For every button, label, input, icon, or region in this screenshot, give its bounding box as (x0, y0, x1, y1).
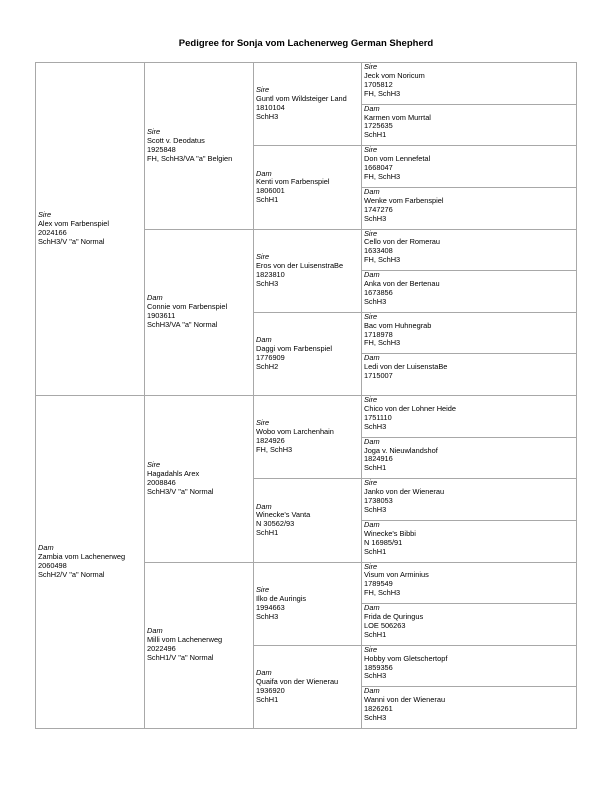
dog-reg: 1823810 (256, 269, 285, 279)
dog-role: Dam (256, 168, 272, 178)
pedigree-cell-sire (35, 62, 145, 396)
dog-reg: 1824916 (364, 454, 393, 464)
dog-role: Sire (147, 459, 161, 469)
dog-role: Sire (256, 418, 270, 428)
dog-reg: 1810104 (256, 103, 285, 113)
dog-titles: FH, SchH3/VA "a" Belgien (147, 153, 233, 163)
dog-titles: SchH1/V "a" Normal (147, 653, 214, 663)
pedigree-cell-dam-sire-dam (253, 478, 362, 562)
dog-role: Sire (364, 228, 378, 238)
dog-name: Janko von der Wienerau (364, 487, 445, 497)
dog-reg: 2024166 (38, 228, 67, 237)
dog-titles: SchH1 (364, 130, 387, 140)
dog-titles: SchH1 (256, 528, 279, 538)
dog-name: Hobby vom Gletschertopf (364, 653, 448, 663)
dog-titles: SchH1 (364, 546, 387, 556)
dog-titles: SchH2 (256, 361, 279, 371)
dog-name: Wobo vom Larchenhain (256, 427, 334, 437)
dog-reg: 1738053 (364, 496, 393, 506)
pedigree-cell-dam-dam-dam-sire (361, 645, 577, 688)
dog-reg: 2060498 (38, 561, 67, 570)
dog-role: Dam (364, 186, 380, 196)
dog-reg: 1715007 (364, 371, 393, 381)
dog-titles: FH, SchH3 (256, 445, 293, 455)
dog-name: Milli vom Lachenerweg (147, 635, 223, 645)
dog-reg: 1718978 (364, 329, 393, 339)
pedigree-cell-sire-sire-sire-dam (361, 104, 577, 147)
dog-titles: FH, SchH3 (364, 255, 401, 265)
dog-titles: SchH3 (364, 421, 387, 431)
dog-reg: 1725635 (364, 121, 393, 131)
dog-reg: 1824926 (256, 436, 285, 446)
dog-reg: 1668047 (364, 163, 393, 173)
dog-role: Dam (364, 686, 380, 696)
dog-titles: SchH1 (256, 195, 279, 205)
dog-name: Daggi vom Farbenspiel (256, 343, 332, 353)
dog-name: Cello von der Romerau (364, 237, 440, 247)
pedigree-cell-dam-dam (144, 562, 254, 730)
pedigree-cell-dam (35, 395, 145, 729)
dog-role: Sire (256, 85, 270, 95)
dog-name: Bac vom Huhnegrab (364, 320, 432, 330)
dog-titles: SchH3 (256, 278, 279, 288)
pedigree-cell-dam-dam-sire (253, 562, 362, 646)
dog-reg: 1789549 (364, 579, 393, 589)
dog-titles: FH, SchH3 (364, 171, 401, 181)
dog-reg: 2008846 (147, 477, 176, 487)
pedigree-cell-dam-sire-sire (253, 395, 362, 479)
pedigree-cell-sire-dam-dam-sire (361, 312, 577, 355)
dog-reg: 1903611 (147, 311, 176, 321)
dog-role: Dam (364, 353, 380, 363)
pedigree-cell-dam-dam-sire-sire (361, 562, 577, 605)
dog-titles: SchH3/V "a" Normal (147, 486, 214, 496)
dog-role: Dam (256, 668, 272, 678)
dog-titles: SchH1 (364, 629, 387, 639)
dog-reg: 1806001 (256, 186, 285, 196)
dog-reg: N 30562/93 (256, 519, 295, 529)
dog-role: Sire (256, 251, 270, 261)
pedigree-table (35, 62, 577, 728)
dog-role: Dam (364, 603, 380, 613)
dog-reg: 1751110 (364, 412, 392, 422)
dog-role: Dam (364, 436, 380, 446)
pedigree-cell-dam-sire-sire-sire (361, 395, 577, 438)
dog-reg: 1705812 (364, 79, 393, 89)
pedigree-cell-dam-dam-dam (253, 645, 362, 729)
pedigree-cell-dam-sire-dam-sire (361, 478, 577, 521)
dog-role: Sire (364, 395, 378, 404)
pedigree-cell-sire-sire-dam-dam (361, 187, 577, 230)
dog-reg: 1776909 (256, 352, 285, 362)
dog-titles: FH, SchH3 (364, 338, 401, 348)
dog-name: Ilko de Auringis (256, 593, 307, 603)
dog-name: Zambia vom Lachenerweg (38, 552, 126, 562)
dog-name: Joga v. Nieuwlandshof (364, 445, 438, 455)
pedigree-cell-sire-sire-sire-sire (361, 62, 577, 105)
dog-role: Sire (364, 145, 378, 155)
pedigree-cell-sire-dam-dam (253, 312, 362, 396)
dog-name: Kenti vom Farbenspiel (256, 177, 330, 187)
pedigree-cell-sire-dam-sire-dam (361, 270, 577, 313)
dog-role: Dam (256, 335, 272, 345)
dog-reg: 1826261 (364, 704, 393, 714)
pedigree-cell-sire-dam-sire-sire (361, 229, 577, 272)
dog-role: Sire (364, 311, 378, 321)
dog-role: Dam (38, 543, 54, 553)
pedigree-cell-sire-sire-dam-sire (361, 145, 577, 188)
dog-reg: 1859356 (364, 662, 393, 672)
dog-titles: SchH3 (364, 671, 387, 681)
dog-titles: SchH2/V "a" Normal (38, 569, 105, 579)
dog-reg: N 16985/91 (364, 537, 403, 547)
dog-name: Eros von der LuisenstraBe (256, 260, 344, 270)
dog-name: Hagadahls Arex (147, 468, 200, 478)
dog-name: Quaifa von der Wienerau (256, 676, 339, 686)
dog-titles (364, 381, 574, 390)
dog-role: Dam (364, 103, 380, 113)
dog-role: Sire (147, 126, 161, 136)
dog-titles: SchH3 (256, 112, 279, 122)
dog-name: Guntl vom Wildsteiger Land (256, 94, 347, 104)
dog-name: Winecke's Bibbi (364, 528, 416, 538)
dog-titles: SchH3/VA "a" Normal (147, 320, 218, 330)
dog-name: Connie vom Farbenspiel (147, 302, 228, 312)
dog-name: Frida de Quringus (364, 612, 424, 622)
dog-titles: SchH1 (364, 463, 387, 473)
pedigree-cell-sire-dam-dam-dam (361, 353, 577, 396)
dog-name: Wanni von der Wienerau (364, 695, 446, 705)
dog-name: Anka von der Bertenau (364, 279, 440, 289)
dog-role: Sire (364, 561, 378, 571)
dog-role: Dam (364, 519, 380, 529)
dog-role: Sire (364, 478, 378, 488)
pedigree-cell-dam-sire-sire-dam (361, 437, 577, 480)
dog-role: Dam (147, 293, 163, 303)
dog-name: Ledi von der LuisenstaBe (364, 362, 448, 372)
dog-titles: FH, SchH3 (364, 88, 401, 98)
dog-reg: 1633408 (364, 246, 393, 256)
pedigree-cell-sire-sire-sire (253, 62, 362, 146)
dog-titles: SchH3 (364, 296, 387, 306)
dog-reg: 1936920 (256, 685, 285, 695)
pedigree-cell-sire-dam (144, 229, 254, 397)
dog-name: Wenke vom Farbenspiel (364, 195, 444, 205)
pedigree-cell-sire-dam-sire (253, 229, 362, 313)
dog-reg: 2022496 (147, 644, 176, 654)
dog-titles: SchH1 (256, 694, 279, 704)
dog-titles: FH, SchH3 (364, 588, 401, 598)
dog-role: Dam (256, 501, 272, 511)
dog-reg: 1925848 (147, 144, 176, 154)
pedigree-cell-dam-dam-sire-dam (361, 603, 577, 646)
dog-name: Alex vom Farbenspiel (38, 219, 110, 229)
pedigree-cell-dam-sire (144, 395, 254, 563)
page-title: Pedigree for Sonja vom Lachenerweg German Shepherd (178, 38, 434, 49)
dog-titles: SchH3 (364, 713, 387, 723)
dog-role: Sire (38, 210, 52, 220)
dog-reg: 1747276 (364, 204, 393, 214)
dog-reg: 1994663 (256, 602, 285, 612)
dog-name: Jeck vom Noricum (364, 70, 425, 80)
dog-role: Sire (364, 62, 378, 71)
dog-titles: SchH3/V "a" Normal (38, 236, 105, 246)
pedigree-cell-dam-sire-dam-dam (361, 520, 577, 563)
dog-titles: SchH3 (364, 504, 387, 514)
dog-role: Dam (147, 626, 163, 636)
pedigree-cell-dam-dam-dam-dam (361, 686, 577, 729)
dog-reg: LOE 506263 (364, 620, 406, 630)
dog-name: Scott v. Deodatus (147, 135, 205, 145)
dog-name: Don vom Lennefetal (364, 154, 431, 164)
dog-name: Chico von der Lohner Heide (364, 403, 457, 413)
dog-role: Sire (364, 644, 378, 654)
dog-name: Visum von Arminius (364, 570, 429, 580)
dog-name: Winecke's Vanta (256, 510, 311, 520)
dog-name: Karmen vom Murrtal (364, 112, 431, 122)
dog-titles: SchH3 (364, 213, 387, 223)
pedigree-cell-sire-sire-dam (253, 145, 362, 229)
dog-role: Dam (364, 270, 380, 280)
pedigree-cell-sire-sire (144, 62, 254, 230)
dog-role: Sire (256, 584, 270, 594)
dog-titles: SchH3 (256, 611, 279, 621)
dog-reg: 1673856 (364, 287, 393, 297)
